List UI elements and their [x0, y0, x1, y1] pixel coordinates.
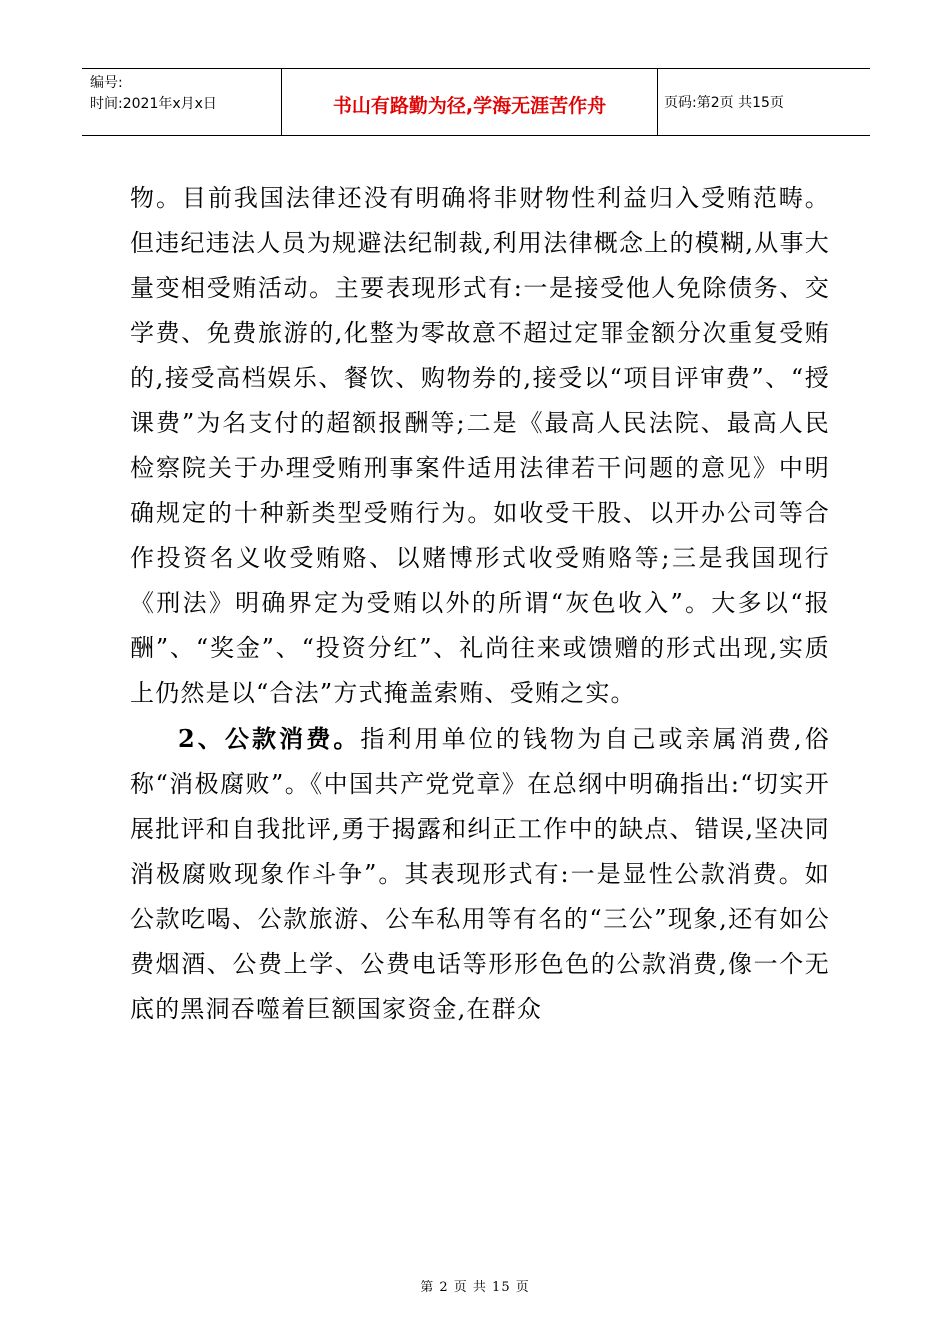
date-label: 时间:2021年x月x日 — [90, 96, 217, 112]
paragraph-1: 物。目前我国法律还没有明确将非财物性利益归入受贿范畴。但违纪违法人员为规避法纪制裁,利用法律概念上的模糊,从事大量变相受贿活动。主要表现形式有:一是接受他人免除债务、交学费、免费旅游的,化整为零故意不超过定罪金额分次重复受贿的,接受高档娱乐、餐饮、购物券的,接受以“项目评审费”、“授课费”为名支付的超额报酬等;二是《最高人民法院、最高人民检察院关于办理受贿刑事案件适用法律若干问题的意见》中明确规定的十种新类型受贿行为。如收受干股、以开办公司等合作投资名义收受贿赂、以赌博形式收受贿赂等;三是我国现行《刑法》明确界定为受贿以外的所谓“灰色收入”。大多以“报酬”、“奖金”、“投资分红”、礼尚往来或馈赠的形式出现,实质上仍然是以“合法”方式掩盖索贿、受贿之实。 — [130, 184, 830, 707]
document-body — [130, 176, 830, 1032]
paragraph-2-heading: 2、公款消费。 — [178, 724, 361, 753]
header-meta — [82, 69, 282, 135]
paragraph-2-text: 指利用单位的钱物为自己或亲属消费,俗称“消极腐败”。《中国共产党党章》在总纲中明确指出:“切实开展批评和自我批评,勇于揭露和纠正工作中的缺点、错误,坚决同消极腐败现象作斗争”。其表现形式有:一是显性公款消费。如公款吃喝、公款旅游、公车私用等有名的“三公”现象,还有如公费烟酒、公费上学、公费电话等形形色色的公款消费,像一个无底的黑洞吞噬着巨额国家资金,在群众 — [130, 725, 830, 1023]
header-motto: 书山有路勤为径,学海无涯苦作舟 — [282, 69, 658, 135]
paragraph-2 — [130, 716, 830, 1032]
header-page-label: 页码:第2页 共15页 — [664, 95, 784, 111]
page-footer: 第 2 页 共 15 页 — [420, 1280, 530, 1295]
serial-label: 编号: — [90, 75, 123, 91]
header-table — [82, 68, 870, 136]
